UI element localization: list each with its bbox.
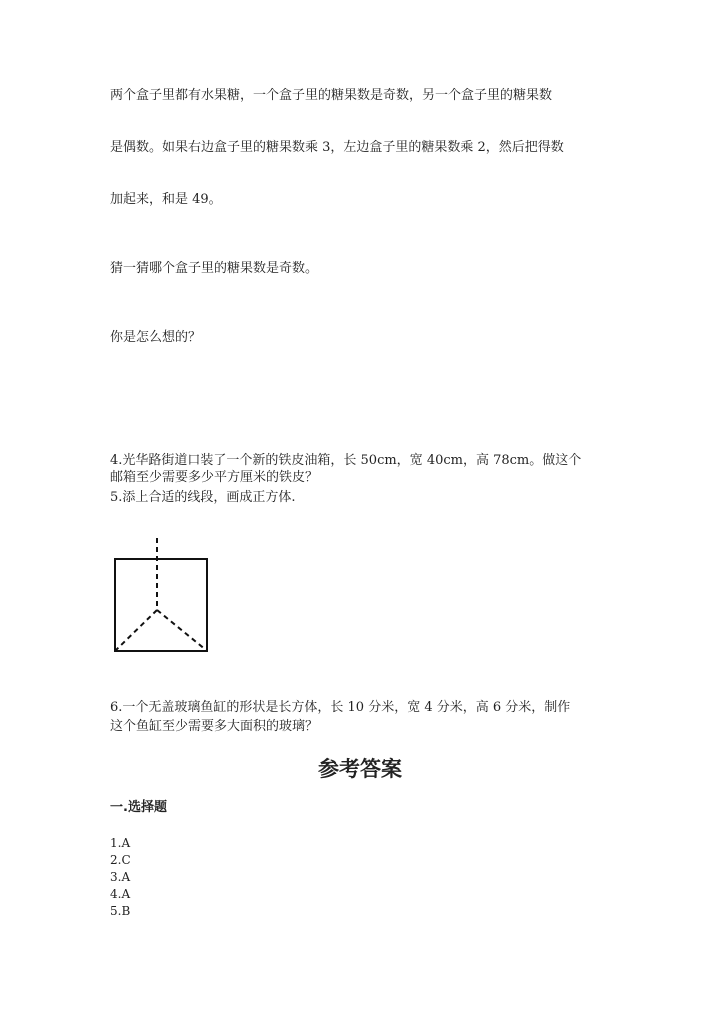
- question-5: 5.添上合适的线段，画成正方体.: [110, 490, 296, 505]
- problem-guess: 猜一猜哪个盒子里的糖果数是奇数。: [110, 261, 319, 276]
- problem-line-1: 两个盒子里都有水果糖，一个盒子里的糖果数是奇数，另一个盒子里的糖果数: [110, 88, 553, 103]
- question-4-line-1: 4.光华路街道口装了一个新的铁皮油箱，长 50cm，宽 40cm，高 78cm。做这个: [110, 453, 582, 468]
- problem-how: 你是怎么想的？: [110, 330, 202, 345]
- answers-section-heading: 一.选择题: [110, 800, 167, 815]
- answer-item: 3.A: [110, 870, 131, 884]
- answer-item: 4.A: [110, 887, 131, 901]
- question-6-line-1: 6.一个无盖玻璃鱼缸的形状是长方体，长 10 分米，宽 4 分米，高 6 分米，制作: [110, 700, 571, 715]
- answer-item: 2.C: [110, 853, 131, 867]
- cube-hidden-left-edge: [116, 610, 157, 650]
- question-4-line-2: 邮箱至少需要多少平方厘米的铁皮？: [110, 470, 319, 485]
- answer-item: 5.B: [110, 904, 131, 918]
- problem-line-2: 是偶数。如果右边盒子里的糖果数乘 3，左边盒子里的糖果数乘 2，然后把得数: [110, 140, 564, 155]
- cube-figure: [110, 533, 220, 658]
- problem-line-3: 加起来，和是 49。: [110, 192, 222, 207]
- cube-hidden-right-edge: [157, 610, 206, 650]
- question-6-line-2: 这个鱼缸至少需要多大面积的玻璃？: [110, 719, 319, 734]
- answer-item: 1.A: [110, 836, 131, 850]
- answers-title: 参考答案: [318, 756, 402, 781]
- answers-list: [110, 835, 131, 920]
